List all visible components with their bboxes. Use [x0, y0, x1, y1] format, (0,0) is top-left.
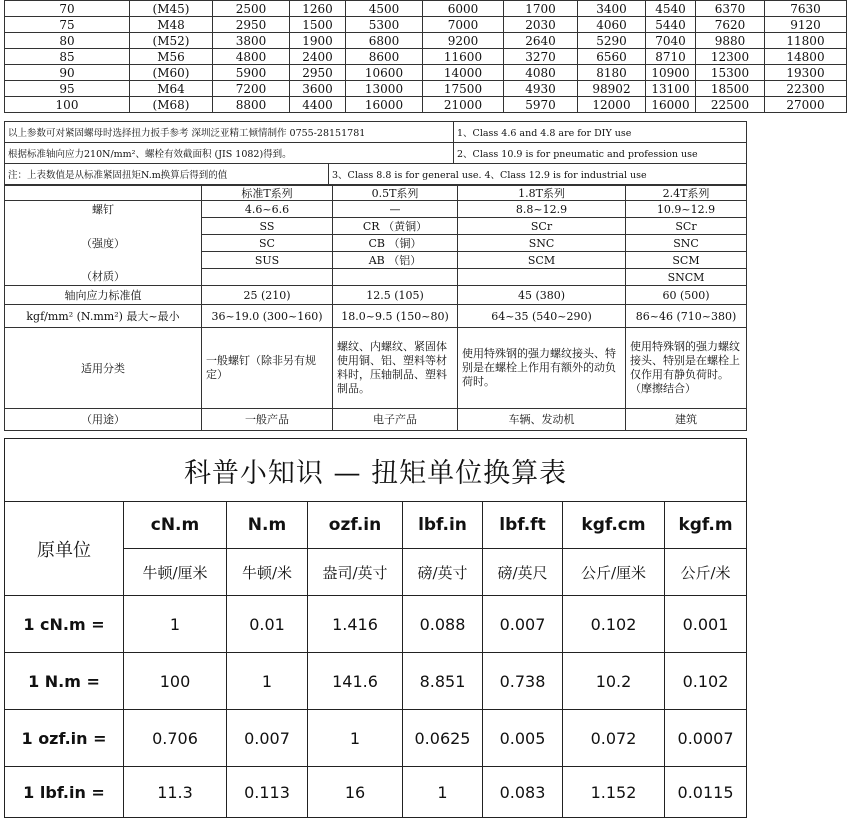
kgf-2: 64~35 (540~290) [458, 305, 626, 328]
application-1: 螺纹、内螺纹、紧固体使用铜、铝、塑料等材料时，压轴制品、塑料制品。 [333, 328, 458, 409]
bolt-cell-c9: 9120 [765, 17, 847, 33]
bolt-cell-c2: 3600 [290, 81, 346, 97]
material-1-1: CB （铜） [333, 235, 458, 252]
bolt-cell-c4: 6000 [423, 1, 504, 17]
grade-header-2: 1.8T系列 [458, 186, 626, 201]
bolt-torque-table [4, 0, 847, 113]
conversion-value: 0.007 [227, 710, 308, 767]
bolt-cell-c9: 19300 [765, 65, 847, 81]
bolt-cell-c2: 2950 [290, 65, 346, 81]
bolt-cell-c2: 2400 [290, 49, 346, 65]
note-en-1: 1、Class 4.6 and 4.8 are for DIY use [454, 122, 747, 143]
material-0-3: SCr [626, 218, 747, 235]
unit-header-2: ozf.in [308, 502, 403, 549]
axial-1: 12.5 (105) [333, 286, 458, 305]
conversion-row-label: 1 ozf.in = [5, 710, 124, 767]
grade-header-3: 2.4T系列 [626, 186, 747, 201]
bolt-cell-c4: 11600 [423, 49, 504, 65]
conversion-value: 0.001 [665, 596, 747, 653]
material-3-2 [458, 269, 626, 286]
conversion-row-label: 1 lbf.in = [5, 767, 124, 818]
material-1-2: SNC [458, 235, 626, 252]
bolt-cell-c8: 22500 [696, 97, 765, 113]
kgf-1: 18.0~9.5 (150~80) [333, 305, 458, 328]
bolt-row [5, 97, 847, 113]
conversion-value: 100 [124, 653, 227, 710]
label-bolt: 螺钉 [5, 201, 202, 218]
bolt-cell-c1: 7200 [213, 81, 290, 97]
bolt-cell-bolt: (M45) [130, 1, 213, 17]
bolt-cell-c5: 2030 [504, 17, 578, 33]
torque-conversion-table [4, 438, 747, 818]
bolt-cell-size: 75 [5, 17, 130, 33]
bolt-cell-c7: 8710 [646, 49, 696, 65]
note-cn-1: 以上参数可对紧固螺母时选择扭力扳手参考 深圳泛亚精工倾情制作 0755-28151781 [5, 122, 454, 143]
bolt-cell-c4: 21000 [423, 97, 504, 113]
use-3: 建筑 [626, 409, 747, 431]
bolt-cell-c7: 10900 [646, 65, 696, 81]
bolt-cell-c8: 12300 [696, 49, 765, 65]
conversion-value: 1.416 [308, 596, 403, 653]
material-3-0 [202, 269, 333, 286]
bolt-cell-c4: 7000 [423, 17, 504, 33]
bolt-cell-c5: 1700 [504, 1, 578, 17]
unit-header-4: lbf.ft [483, 502, 563, 549]
conversion-value: 0.738 [483, 653, 563, 710]
unit-cn-header-6: 公斤/米 [665, 549, 747, 596]
bolt-cell-bolt: M64 [130, 81, 213, 97]
bolt-cell-c4: 14000 [423, 65, 504, 81]
conversion-value: 0.102 [563, 596, 665, 653]
bolt-cell-c3: 5300 [346, 17, 423, 33]
label-strength: （强度） [5, 235, 202, 252]
bolt-cell-c6: 8180 [578, 65, 646, 81]
bolt-cell-bolt: (M68) [130, 97, 213, 113]
use-1: 电子产品 [333, 409, 458, 431]
axial-2: 45 (380) [458, 286, 626, 305]
bolt-cell-bolt: M48 [130, 17, 213, 33]
strength-grade-3: 10.9~12.9 [626, 201, 747, 218]
conversion-value: 1 [227, 653, 308, 710]
conversion-value: 141.6 [308, 653, 403, 710]
material-3-1 [333, 269, 458, 286]
material-2-3: SCM [626, 252, 747, 269]
bolt-cell-c7: 16000 [646, 97, 696, 113]
bolt-cell-c9: 27000 [765, 97, 847, 113]
conversion-row-label: 1 N.m = [5, 653, 124, 710]
bolt-cell-bolt: (M52) [130, 33, 213, 49]
bolt-cell-c1: 4800 [213, 49, 290, 65]
conversion-value: 8.851 [403, 653, 483, 710]
conversion-row [5, 596, 747, 653]
bolt-cell-c4: 17500 [423, 81, 504, 97]
label-axial: 轴向应力标准值 [5, 286, 202, 305]
bolt-cell-c8: 18500 [696, 81, 765, 97]
label-material: （材质） [5, 269, 202, 286]
bolt-cell-size: 80 [5, 33, 130, 49]
conversion-value: 0.102 [665, 653, 747, 710]
orig-unit-label: 原单位 [5, 502, 124, 596]
bolt-cell-c1: 3800 [213, 33, 290, 49]
bolt-row [5, 33, 847, 49]
conversion-value: 0.113 [227, 767, 308, 818]
conversion-value: 1 [308, 710, 403, 767]
material-1-0: SC [202, 235, 333, 252]
bolt-cell-c3: 6800 [346, 33, 423, 49]
bolt-cell-size: 95 [5, 81, 130, 97]
grade-corner [5, 186, 202, 201]
axial-3: 60 (500) [626, 286, 747, 305]
bolt-row [5, 17, 847, 33]
bolt-cell-c7: 4540 [646, 1, 696, 17]
material-2-0: SUS [202, 252, 333, 269]
strength-grade-0: 4.6~6.6 [202, 201, 333, 218]
bolt-cell-size: 70 [5, 1, 130, 17]
bolt-cell-c1: 2950 [213, 17, 290, 33]
bolt-cell-c5: 2640 [504, 33, 578, 49]
bolt-row [5, 81, 847, 97]
bolt-cell-c9: 11800 [765, 33, 847, 49]
bolt-cell-c3: 4500 [346, 1, 423, 17]
bolt-cell-c3: 10600 [346, 65, 423, 81]
label-kgf: kgf/mm² (N.mm²) 最大~最小 [5, 305, 202, 328]
bolt-cell-c9: 14800 [765, 49, 847, 65]
conversion-row-label: 1 cN.m = [5, 596, 124, 653]
notes-table [4, 121, 747, 185]
bolt-cell-bolt: (M60) [130, 65, 213, 81]
unit-cn-header-5: 公斤/厘米 [563, 549, 665, 596]
conversion-row [5, 653, 747, 710]
unit-header-1: N.m [227, 502, 308, 549]
torque-title: 科普小知识 — 扭矩单位换算表 [5, 439, 747, 502]
conversion-value: 0.0625 [403, 710, 483, 767]
bolt-cell-c8: 15300 [696, 65, 765, 81]
bolt-cell-c2: 1900 [290, 33, 346, 49]
note-en-2: 2、Class 10.9 is for pneumatic and profession use [454, 143, 747, 164]
section-divider [0, 432, 750, 436]
use-0: 一般产品 [202, 409, 333, 431]
bolt-cell-size: 100 [5, 97, 130, 113]
application-3: 使用特殊钢的强力螺纹接头、特别是在螺栓上仅作用有静负荷时。（摩擦结合） [626, 328, 747, 409]
unit-cn-header-3: 磅/英寸 [403, 549, 483, 596]
bolt-cell-c7: 7040 [646, 33, 696, 49]
conversion-row [5, 710, 747, 767]
conversion-value: 1 [124, 596, 227, 653]
conversion-value: 0.706 [124, 710, 227, 767]
bolt-cell-c2: 1260 [290, 1, 346, 17]
conversion-value: 11.3 [124, 767, 227, 818]
label-bolt-spacer [5, 218, 202, 235]
bolt-cell-c5: 4080 [504, 65, 578, 81]
application-2: 使用特殊钢的强力螺纹接头、特别是在螺栓上作用有额外的动负荷时。 [458, 328, 626, 409]
conversion-value: 0.088 [403, 596, 483, 653]
unit-header-6: kgf.m [665, 502, 747, 549]
conversion-value: 10.2 [563, 653, 665, 710]
unit-header-0: cN.m [124, 502, 227, 549]
bolt-cell-c6: 12000 [578, 97, 646, 113]
strength-grade-2: 8.8~12.9 [458, 201, 626, 218]
bolt-cell-bolt: M56 [130, 49, 213, 65]
bolt-cell-c1: 2500 [213, 1, 290, 17]
use-2: 车辆、发动机 [458, 409, 626, 431]
bolt-cell-c8: 7620 [696, 17, 765, 33]
bolt-row [5, 1, 847, 17]
axial-0: 25 (210) [202, 286, 333, 305]
conversion-value: 0.0007 [665, 710, 747, 767]
bolt-cell-c8: 9880 [696, 33, 765, 49]
grade-header-1: 0.5T系列 [333, 186, 458, 201]
kgf-3: 86~46 (710~380) [626, 305, 747, 328]
note-en-3: 3、Class 8.8 is for general use. 4、Class 12.9 is for industrial use [329, 164, 747, 185]
label-strength-spacer [5, 252, 202, 269]
conversion-value: 0.005 [483, 710, 563, 767]
conversion-value: 0.01 [227, 596, 308, 653]
unit-cn-header-1: 牛顿/米 [227, 549, 308, 596]
bolt-cell-c6: 3400 [578, 1, 646, 17]
material-0-0: SS [202, 218, 333, 235]
bolt-cell-size: 85 [5, 49, 130, 65]
material-2-2: SCM [458, 252, 626, 269]
conversion-value: 0.072 [563, 710, 665, 767]
bolt-row [5, 49, 847, 65]
material-1-3: SNC [626, 235, 747, 252]
bolt-cell-c1: 8800 [213, 97, 290, 113]
conversion-row [5, 767, 747, 818]
label-use: （用途） [5, 409, 202, 431]
bolt-cell-c6: 98902 [578, 81, 646, 97]
conversion-value: 1.152 [563, 767, 665, 818]
bolt-cell-c7: 5440 [646, 17, 696, 33]
note-cn-2: 根据标准轴向应力210N/mm²、螺栓有效截面积 (JIS 1082)得到。 [5, 143, 454, 164]
bolt-cell-c5: 3270 [504, 49, 578, 65]
material-0-1: CR （黄铜） [333, 218, 458, 235]
bolt-cell-size: 90 [5, 65, 130, 81]
conversion-value: 0.083 [483, 767, 563, 818]
note-cn-3: 注：上表数值是从标准紧固扭矩N.m换算后得到的值 [5, 164, 329, 185]
bolt-cell-c6: 4060 [578, 17, 646, 33]
bolt-cell-c3: 16000 [346, 97, 423, 113]
bolt-cell-c6: 6560 [578, 49, 646, 65]
bolt-cell-c9: 7630 [765, 1, 847, 17]
strength-grade-table [4, 185, 747, 431]
bolt-cell-c4: 9200 [423, 33, 504, 49]
unit-header-3: lbf.in [403, 502, 483, 549]
unit-cn-header-2: 盎司/英寸 [308, 549, 403, 596]
strength-grade-1: — [333, 201, 458, 218]
bolt-cell-c1: 5900 [213, 65, 290, 81]
bolt-cell-c9: 22300 [765, 81, 847, 97]
conversion-value: 1 [403, 767, 483, 818]
bolt-cell-c5: 4930 [504, 81, 578, 97]
bolt-row [5, 65, 847, 81]
material-2-1: AB （铝） [333, 252, 458, 269]
bolt-cell-c6: 5290 [578, 33, 646, 49]
conversion-value: 0.007 [483, 596, 563, 653]
unit-header-5: kgf.cm [563, 502, 665, 549]
bolt-cell-c3: 8600 [346, 49, 423, 65]
bolt-cell-c8: 6370 [696, 1, 765, 17]
bolt-cell-c3: 13000 [346, 81, 423, 97]
bolt-cell-c5: 5970 [504, 97, 578, 113]
bolt-cell-c7: 13100 [646, 81, 696, 97]
grade-header-0: 标准T系列 [202, 186, 333, 201]
kgf-0: 36~19.0 (300~160) [202, 305, 333, 328]
material-3-3: SNCM [626, 269, 747, 286]
bolt-cell-c2: 1500 [290, 17, 346, 33]
bolt-cell-c2: 4400 [290, 97, 346, 113]
label-application: 适用分类 [5, 328, 202, 409]
unit-cn-header-0: 牛顿/厘米 [124, 549, 227, 596]
application-0: 一般螺钉（除非另有规定） [202, 328, 333, 409]
unit-cn-header-4: 磅/英尺 [483, 549, 563, 596]
conversion-value: 16 [308, 767, 403, 818]
conversion-value: 0.0115 [665, 767, 747, 818]
material-0-2: SCr [458, 218, 626, 235]
